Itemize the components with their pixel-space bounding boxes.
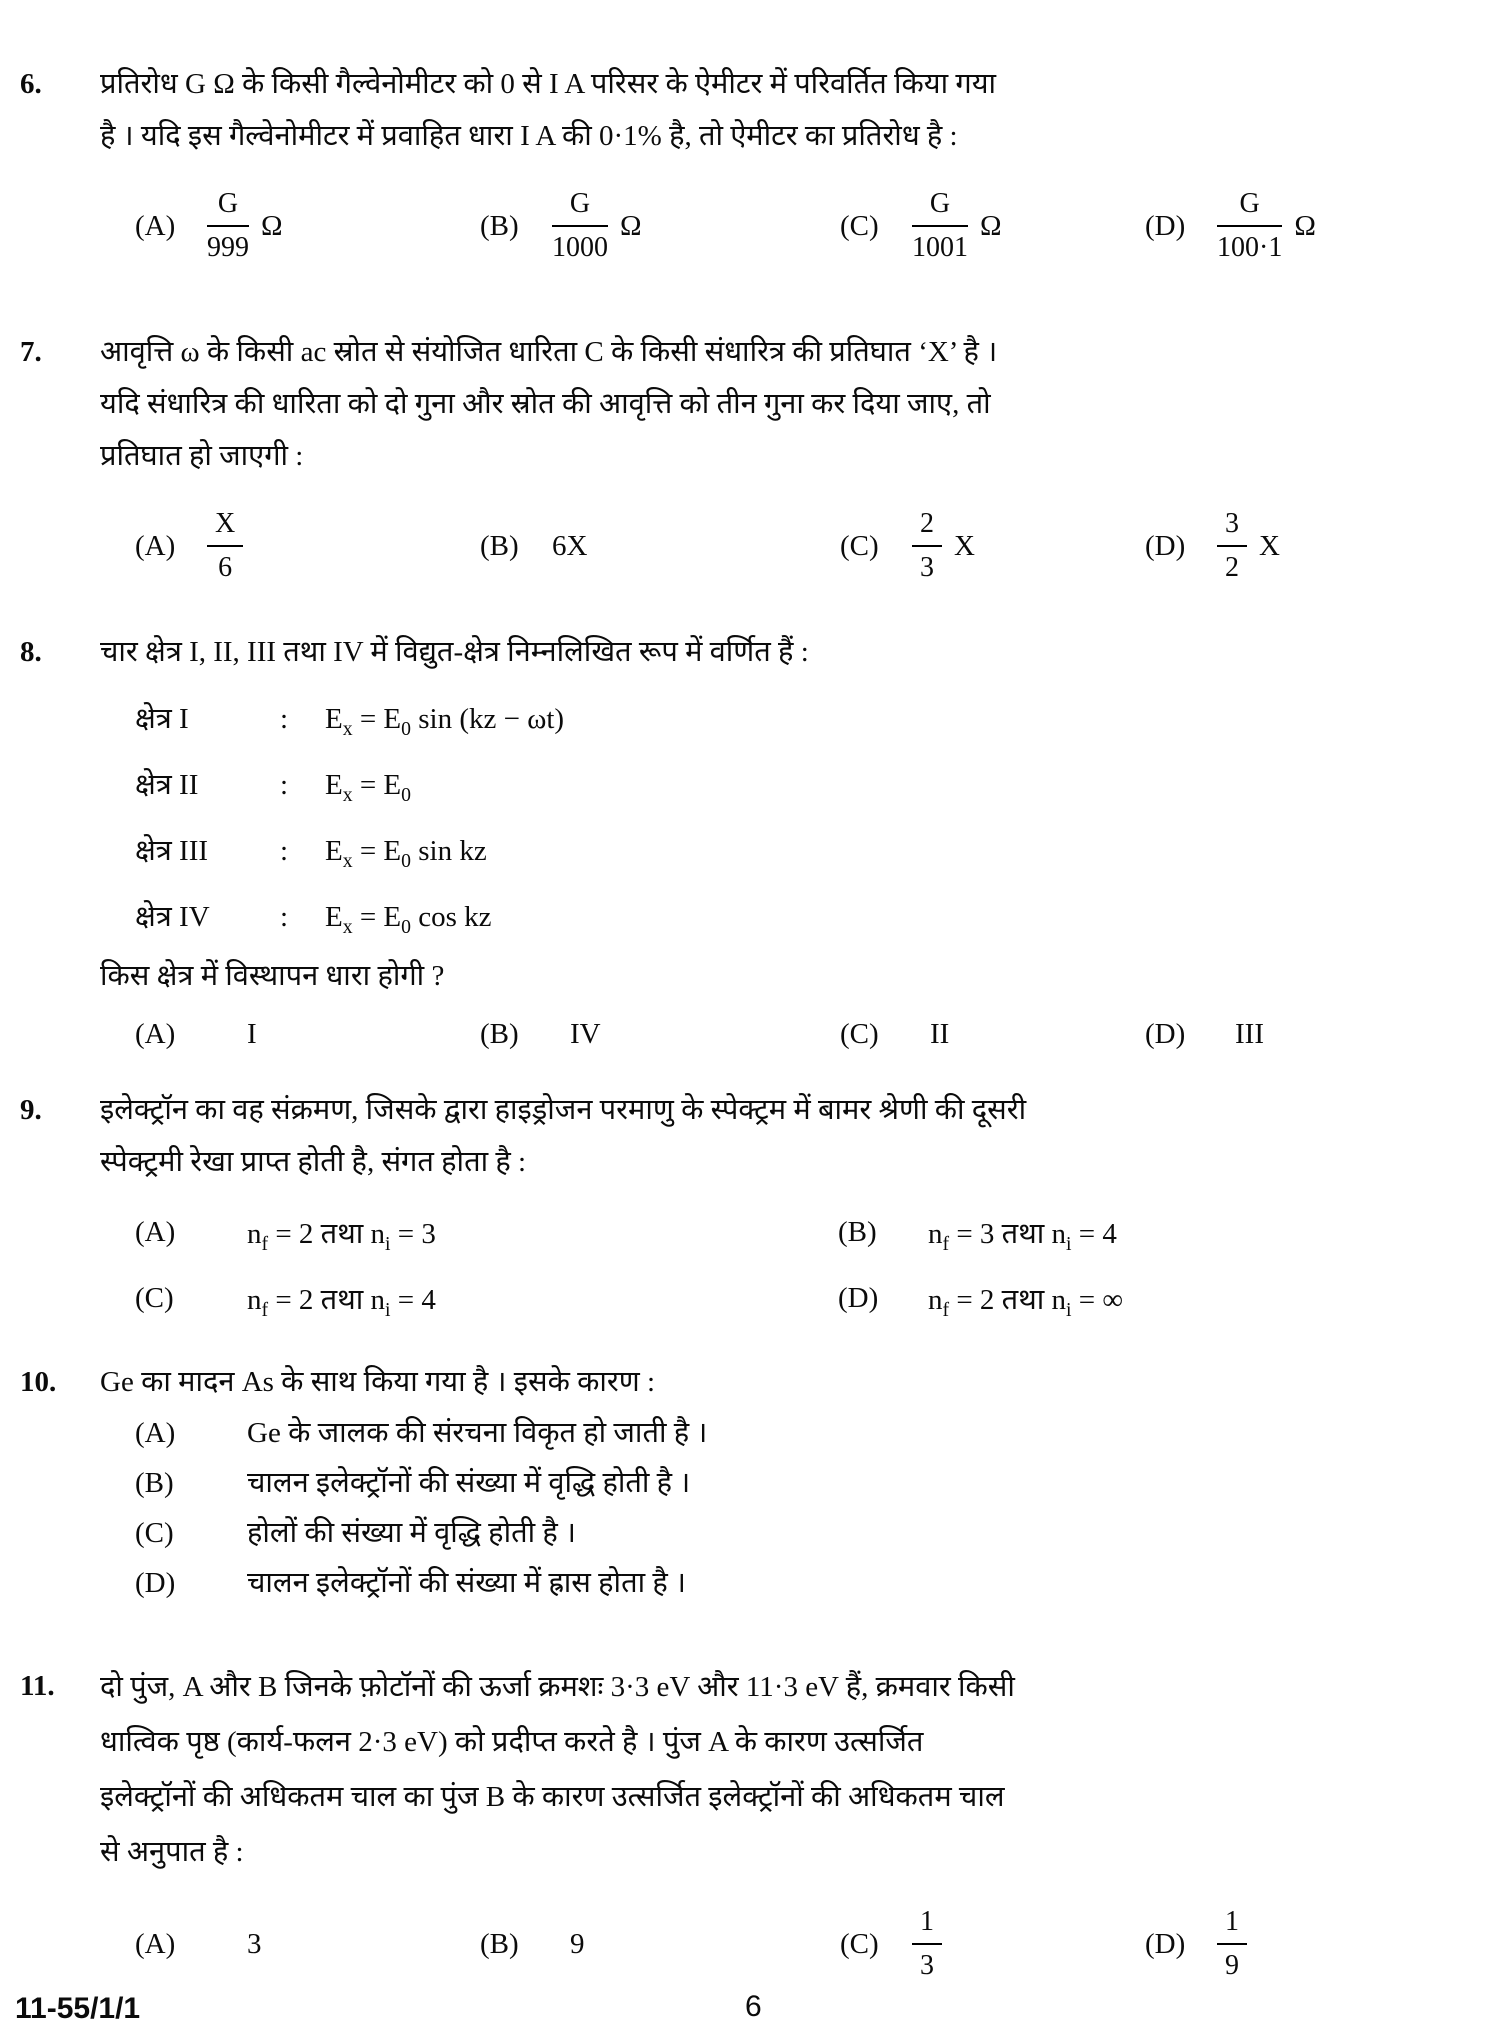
fraction [1217, 1904, 1247, 1985]
question-body [100, 626, 1505, 1060]
option-label: (B) [135, 1467, 174, 1499]
option-b [100, 1458, 1445, 1508]
fraction [1217, 186, 1282, 267]
field-formula: $E_x = E_0$ cos kz [325, 901, 492, 938]
option-value: $n_f = 2$ तथा $n_i = 3$ [247, 1217, 436, 1255]
field-colon: : [280, 703, 289, 735]
field-formula: $E_x = E_0$ sin kz [325, 835, 487, 872]
option-unit: Ω [261, 209, 283, 242]
option-a [135, 1018, 480, 1051]
question-body [100, 58, 1505, 282]
fraction-numerator: 3 [1217, 506, 1247, 547]
option-label: (B) [838, 1215, 877, 1248]
field-row [100, 752, 1445, 818]
field-region: क्षेत्र III [135, 835, 209, 867]
option-label: (D) [1145, 209, 1186, 242]
question-10 [0, 1356, 1505, 1608]
field-formula: $E_x = E_0$ [325, 769, 412, 806]
field-region: क्षेत्र I [135, 703, 189, 735]
option-b [480, 1928, 840, 1961]
option-unit: Ω [1294, 209, 1316, 242]
option-a [100, 1408, 1445, 1458]
question-line: चार क्षेत्र I, II, III तथा IV में विद्युत-क्षेत्र निम्नलिखित रूप में वर्णित हैं : [100, 636, 809, 668]
question-line: प्रतिघात हो जाएगी : [100, 440, 304, 472]
question-line: से अनुपात है : [100, 1836, 244, 1868]
option-label: (C) [840, 1927, 879, 1960]
options-row [100, 490, 1445, 602]
option-d [1145, 1018, 1445, 1051]
option-label: (A) [135, 529, 176, 562]
option-d [1145, 186, 1445, 267]
option-d [1145, 506, 1445, 587]
option-label: (C) [135, 1517, 174, 1549]
question-7 [0, 326, 1505, 602]
fraction-numerator: G [1217, 186, 1282, 227]
option-variable: X [1259, 529, 1280, 562]
question-line: यदि संधारित्र की धारिता को दो गुना और स्रोत की आवृत्ति को तीन गुना कर दिया जाए, तो [100, 388, 991, 420]
option-label: (A) [135, 1017, 176, 1050]
option-value: Ge के जालक की संरचना विकृत हो जाती है । [247, 1417, 708, 1449]
option-label: (B) [480, 1927, 519, 1960]
question-number: 7. [20, 336, 42, 368]
fraction-denominator: 3 [920, 1950, 934, 1981]
question-line: है । यदि इस गैल्वेनोमीटर में प्रवाहित धारा I A की 0·1% है, तो ऐमीटर का प्रतिरोध है : [100, 120, 958, 152]
option-c [840, 186, 1145, 267]
fraction [207, 186, 249, 267]
option-c [840, 1018, 1145, 1051]
option-value: चालन इलेक्ट्रॉनों की संख्या में ह्रास होता है । [247, 1567, 687, 1599]
fraction-numerator: 2 [912, 506, 942, 547]
question-body [100, 1356, 1505, 1608]
question-line: किस क्षेत्र में विस्थापन धारा होगी ? [100, 960, 445, 992]
options-row [100, 170, 1445, 282]
option-value: होलों की संख्या में वृद्धि होती है । [247, 1517, 577, 1549]
fraction-numerator: G [912, 186, 968, 227]
option-value: IV [570, 1017, 601, 1050]
fraction-denominator: 2 [1225, 552, 1239, 583]
field-row [100, 818, 1445, 884]
option-label: (D) [135, 1567, 176, 1599]
paper-code: 11-55/1/1 [15, 1992, 141, 2025]
option-a [135, 186, 480, 267]
option-label: (A) [135, 1417, 176, 1449]
question-line: इलेक्ट्रॉन का वह संक्रमण, जिसके द्वारा हाइड्रोजन परमाणु के स्पेक्ट्रम में बामर श्रेणी की दूसरी [100, 1094, 1027, 1126]
option-a [135, 1928, 480, 1961]
question-number: 8. [20, 636, 42, 668]
option-b [838, 1213, 1445, 1255]
option-label: (B) [480, 529, 519, 562]
fraction [552, 186, 608, 267]
question-line: Ge का मादन As के साथ किया गया है । इसके कारण : [100, 1366, 656, 1398]
option-c [100, 1508, 1445, 1558]
question-line: प्रतिरोध G Ω के किसी गैल्वेनोमीटर को 0 से I A परिसर के ऐमीटर में परिवर्तित किया गया [100, 68, 997, 100]
question-number: 9. [20, 1094, 42, 1126]
option-value: $n_f = 2$ तथा $n_i$ = ∞ [928, 1283, 1124, 1321]
field-row [100, 884, 1445, 950]
option-label: (C) [840, 1017, 879, 1050]
fraction [1217, 506, 1247, 587]
option-value: चालन इलेक्ट्रॉनों की संख्या में वृद्धि होती है । [247, 1467, 691, 1499]
option-label: (C) [840, 529, 879, 562]
option-value: II [930, 1017, 950, 1050]
options-row [100, 1888, 1445, 2000]
option-unit: Ω [980, 209, 1002, 242]
field-region: क्षेत्र II [135, 769, 199, 801]
options-row [100, 1204, 1445, 1260]
question-line: दो पुंज, A और B जिनके फ़ोटॉनों की ऊर्जा क्रमशः 3·3 eV और 11·3 eV हैं, क्रमवार किसी [100, 1671, 1015, 1703]
fraction-numerator: 1 [912, 1904, 942, 1945]
question-number: 6. [20, 68, 42, 100]
option-unit: Ω [620, 209, 642, 242]
field-colon: : [280, 835, 289, 867]
options-row [100, 1008, 1445, 1060]
question-9 [0, 1084, 1505, 1326]
option-value: $n_f = 3$ तथा $n_i = 4$ [928, 1217, 1117, 1255]
question-body [100, 1660, 1505, 2000]
question-body [100, 326, 1505, 602]
question-11 [0, 1660, 1505, 2000]
option-label: (B) [480, 209, 519, 242]
option-label: (C) [135, 1281, 174, 1314]
option-c [840, 506, 1145, 587]
option-label: (D) [1145, 1017, 1186, 1050]
question-number: 11. [20, 1670, 55, 1702]
option-b [480, 530, 840, 563]
question-line: आवृत्ति ω के किसी ac स्रोत से संयोजित धारिता C के किसी संधारित्र की प्रतिघात ‘X’ है । [100, 336, 998, 368]
option-label: (A) [135, 1927, 176, 1960]
fraction-denominator: 100·1 [1217, 232, 1283, 263]
option-b [480, 186, 840, 267]
option-value: $n_f = 2$ तथा $n_i = 4$ [247, 1283, 436, 1321]
option-label: (D) [1145, 529, 1186, 562]
option-label: (A) [135, 209, 176, 242]
option-d [838, 1279, 1445, 1321]
option-label: (A) [135, 1215, 176, 1248]
fraction-numerator: X [207, 506, 243, 547]
option-variable: X [954, 529, 975, 562]
fraction-numerator: G [552, 186, 608, 227]
option-value: 6X [552, 529, 588, 562]
question-6 [0, 58, 1505, 282]
page-number: 6 [745, 1990, 762, 2023]
fraction-numerator: 1 [1217, 1904, 1247, 1945]
fraction-numerator: G [207, 186, 249, 227]
fraction-denominator: 1001 [912, 232, 968, 263]
option-a [135, 1213, 838, 1255]
fraction-denominator: 1000 [552, 232, 608, 263]
option-label: (C) [840, 209, 879, 242]
fraction-denominator: 9 [1225, 1950, 1239, 1981]
option-value: I [247, 1017, 257, 1050]
question-body [100, 1084, 1505, 1326]
option-value: 3 [247, 1927, 262, 1960]
option-d [1145, 1904, 1445, 1985]
option-b [480, 1018, 840, 1051]
question-line: इलेक्ट्रॉनों की अधिकतम चाल का पुंज B के कारण उत्सर्जित इलेक्ट्रॉनों की अधिकतम चाल [100, 1781, 1005, 1813]
option-label: (D) [838, 1281, 879, 1314]
option-value: III [1235, 1017, 1264, 1050]
field-colon: : [280, 769, 289, 801]
options-row [100, 1270, 1445, 1326]
option-d [100, 1558, 1445, 1608]
fraction-denominator: 999 [207, 232, 249, 263]
field-row [100, 686, 1445, 752]
option-value: 9 [570, 1927, 585, 1960]
fraction-denominator: 6 [218, 552, 233, 583]
question-line: स्पेक्ट्रमी रेखा प्राप्त होती है, संगत होता है : [100, 1146, 527, 1178]
field-formula: $E_x = E_0$ sin (kz − ωt) [325, 703, 565, 740]
option-c [840, 1904, 1145, 1985]
option-label: (D) [1145, 1927, 1186, 1960]
fraction [207, 506, 243, 587]
fraction [912, 186, 968, 267]
option-a [135, 506, 480, 587]
question-line: धात्विक पृष्ठ (कार्य-फलन 2·3 eV) को प्रदीप्त करते है । पुंज A के कारण उत्सर्जित [100, 1726, 924, 1758]
option-c [135, 1279, 838, 1321]
field-region: क्षेत्र IV [135, 901, 210, 933]
question-number: 10. [20, 1366, 57, 1398]
fraction [912, 1904, 942, 1985]
field-list [100, 686, 1445, 950]
fraction [912, 506, 942, 587]
option-label: (B) [480, 1017, 519, 1050]
fraction-denominator: 3 [920, 552, 934, 583]
question-8 [0, 626, 1505, 1060]
field-colon: : [280, 901, 289, 933]
